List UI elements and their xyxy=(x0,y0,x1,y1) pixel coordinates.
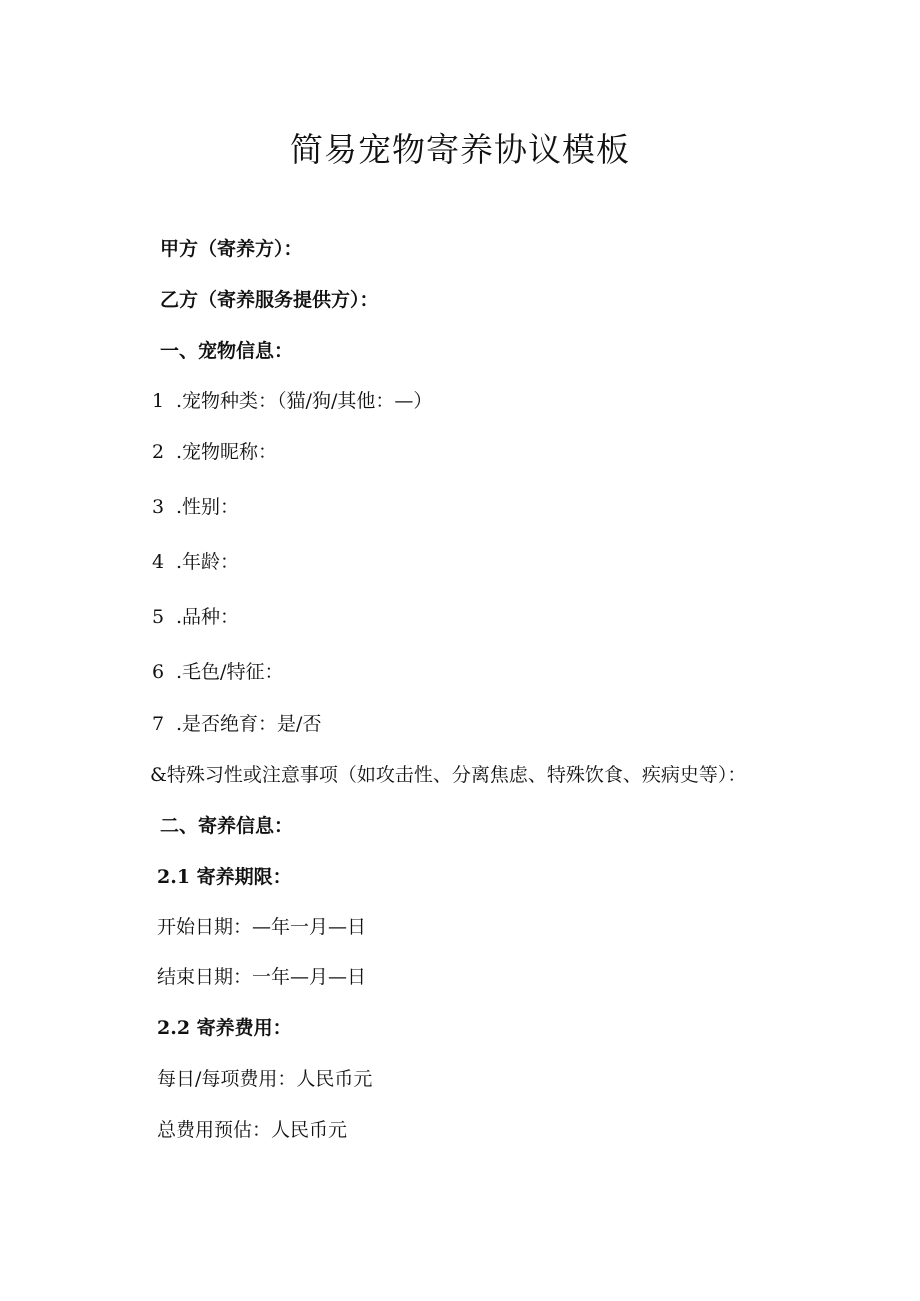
pet-info-item-1 xyxy=(152,388,432,414)
item-text: .宠物种类：（猫/狗/其他：—） xyxy=(176,390,433,412)
pet-info-item-3 xyxy=(152,494,239,520)
item-number: 1 xyxy=(152,390,165,412)
section-pet-info-heading: 一、宠物信息： xyxy=(160,340,294,362)
item-text: .是否绝育：是/否 xyxy=(176,713,322,735)
party-a-line: 甲方（寄养方）： xyxy=(160,238,303,260)
pet-info-item-2 xyxy=(152,439,277,465)
item-text: .品种： xyxy=(176,606,240,628)
item-number: 7 xyxy=(152,713,165,735)
daily-fee-line: 每日/每项费用：人民币元 xyxy=(157,1068,373,1090)
item-number: 3 xyxy=(152,496,165,518)
item-number: 6 xyxy=(152,661,165,683)
pet-info-item-6 xyxy=(152,659,283,685)
item-number: 4 xyxy=(152,551,165,573)
pet-info-item-4 xyxy=(152,549,239,575)
party-b-line: 乙方（寄养服务提供方）： xyxy=(160,289,379,311)
pet-info-item-8: &特殊习性或注意事项（如攻击性、分离焦虑、特殊饮食、疾病史等）： xyxy=(150,764,747,786)
end-date-line: 结束日期：一年—月—日 xyxy=(157,966,367,988)
pet-info-item-5 xyxy=(152,604,239,630)
section-boarding-info-heading: 二、寄养信息： xyxy=(160,815,294,837)
item-text: .年龄： xyxy=(176,551,240,573)
item-number: 5 xyxy=(152,606,165,628)
item-text: .性别： xyxy=(176,496,240,518)
total-fee-line: 总费用预估：人民币元 xyxy=(157,1119,348,1141)
item-text: .毛色/特征： xyxy=(176,661,284,683)
pet-info-item-7 xyxy=(152,711,321,737)
document-title: 简易宠物寄养协议模板 xyxy=(290,130,630,169)
item-text: .宠物昵称： xyxy=(176,441,278,463)
start-date-line: 开始日期：—年一月—日 xyxy=(157,916,367,938)
boarding-fee-heading: 2.2 寄养费用： xyxy=(157,1017,292,1039)
item-number: 2 xyxy=(152,441,165,463)
boarding-period-heading: 2.1 寄养期限： xyxy=(157,866,292,888)
